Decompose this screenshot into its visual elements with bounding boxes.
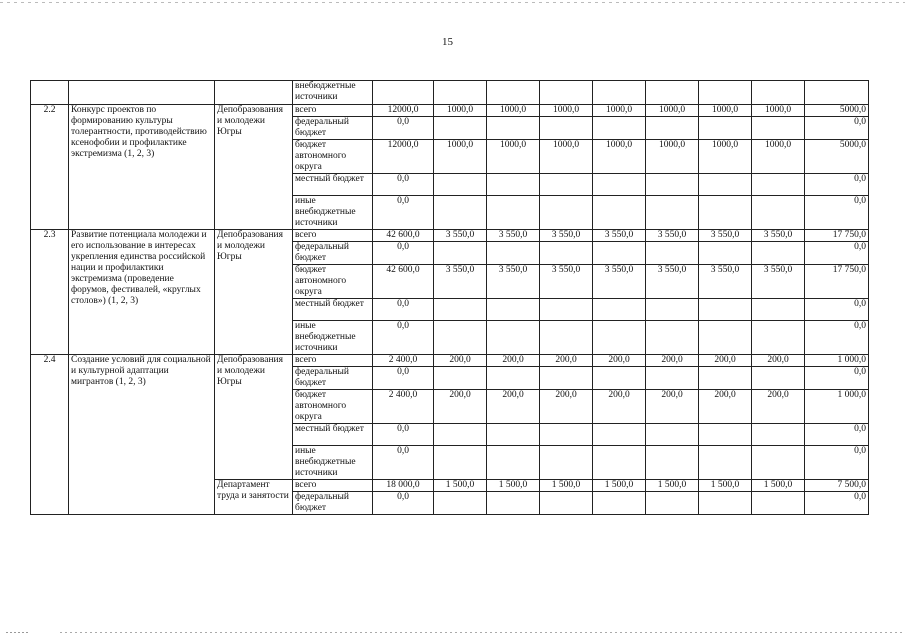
year-amount	[593, 424, 646, 446]
year-amount	[487, 299, 540, 321]
year-amount	[646, 117, 699, 140]
year-amount	[646, 424, 699, 446]
year-amount: 1 500,0	[752, 480, 805, 492]
period-amount: 1 000,0	[805, 390, 869, 424]
year-amount	[540, 424, 593, 446]
total-amount: 0,0	[373, 367, 434, 390]
year-amount	[487, 196, 540, 230]
year-amount	[699, 446, 752, 480]
year-amount	[487, 242, 540, 265]
total-amount: 2 400,0	[373, 390, 434, 424]
section-title: Конкурс проектов по формированию культуры толерантности, противодействию ксенофобии и профилактике экстремизма (1, 2, 3)	[69, 105, 215, 230]
year-amount: 1 500,0	[646, 480, 699, 492]
funding-source: всего	[293, 480, 373, 492]
year-amount	[699, 242, 752, 265]
year-amount	[699, 174, 752, 196]
period-amount: 0,0	[805, 299, 869, 321]
period-amount: 0,0	[805, 174, 869, 196]
table-cell	[593, 81, 646, 105]
section-title: Создание условий для социальной и культурной адаптации мигрантов (1, 2, 3)	[69, 355, 215, 515]
year-amount	[699, 321, 752, 355]
year-amount: 1000,0	[699, 140, 752, 174]
period-amount: 5000,0	[805, 140, 869, 174]
year-amount: 1000,0	[540, 140, 593, 174]
executor-name: Депобразования и молодежи Югры	[215, 105, 293, 230]
year-amount	[540, 299, 593, 321]
budget-table-body	[31, 81, 869, 515]
year-amount: 3 550,0	[487, 265, 540, 299]
year-amount	[593, 117, 646, 140]
year-amount: 200,0	[540, 355, 593, 367]
table-cell	[699, 81, 752, 105]
year-amount: 200,0	[487, 355, 540, 367]
year-amount	[593, 321, 646, 355]
year-amount: 3 550,0	[540, 265, 593, 299]
year-amount: 3 550,0	[540, 230, 593, 242]
total-amount: 12000,0	[373, 140, 434, 174]
year-amount: 200,0	[487, 390, 540, 424]
year-amount	[434, 424, 487, 446]
funding-source: бюджет автономного округа	[293, 140, 373, 174]
section-index: 2.2	[31, 105, 69, 230]
year-amount: 1 500,0	[540, 480, 593, 492]
year-amount: 1000,0	[487, 105, 540, 117]
total-amount: 0,0	[373, 424, 434, 446]
year-amount: 1000,0	[434, 140, 487, 174]
year-amount	[434, 196, 487, 230]
funding-source: бюджет автономного округа	[293, 265, 373, 299]
year-amount	[540, 117, 593, 140]
total-amount: 0,0	[373, 196, 434, 230]
total-amount: 12000,0	[373, 105, 434, 117]
table-row	[31, 105, 869, 117]
year-amount: 1 500,0	[593, 480, 646, 492]
year-amount: 200,0	[593, 390, 646, 424]
period-amount: 5000,0	[805, 105, 869, 117]
table-cell	[487, 81, 540, 105]
year-amount	[434, 492, 487, 515]
scan-artifact-bottom	[60, 632, 905, 633]
year-amount	[699, 492, 752, 515]
year-amount	[646, 299, 699, 321]
year-amount: 200,0	[646, 390, 699, 424]
year-amount: 3 550,0	[646, 265, 699, 299]
year-amount	[752, 117, 805, 140]
year-amount: 1000,0	[752, 105, 805, 117]
year-amount	[540, 196, 593, 230]
funding-source-cell: внебюджетные источники	[293, 81, 373, 105]
year-amount	[593, 299, 646, 321]
section-index: 2.3	[31, 230, 69, 355]
period-amount: 17 750,0	[805, 265, 869, 299]
table-cell	[69, 81, 215, 105]
year-amount	[487, 174, 540, 196]
year-amount: 200,0	[699, 390, 752, 424]
year-amount	[752, 242, 805, 265]
year-amount	[646, 446, 699, 480]
period-amount: 0,0	[805, 367, 869, 390]
executor-name: Депобразования и молодежи Югры	[215, 355, 293, 480]
year-amount	[487, 424, 540, 446]
period-amount: 0,0	[805, 424, 869, 446]
section-index: 2.4	[31, 355, 69, 515]
year-amount: 3 550,0	[434, 265, 487, 299]
year-amount	[593, 367, 646, 390]
year-amount	[593, 174, 646, 196]
year-amount: 3 550,0	[752, 265, 805, 299]
year-amount	[699, 196, 752, 230]
year-amount	[540, 174, 593, 196]
year-amount	[487, 321, 540, 355]
budget-table	[30, 80, 869, 515]
year-amount	[434, 367, 487, 390]
year-amount: 1 500,0	[487, 480, 540, 492]
year-amount	[593, 242, 646, 265]
funding-source: иные внебюджетные источники	[293, 446, 373, 480]
year-amount	[699, 424, 752, 446]
year-amount	[646, 321, 699, 355]
period-amount: 17 750,0	[805, 230, 869, 242]
year-amount: 3 550,0	[646, 230, 699, 242]
year-amount	[593, 196, 646, 230]
year-amount: 200,0	[540, 390, 593, 424]
year-amount	[540, 446, 593, 480]
year-amount	[434, 117, 487, 140]
year-amount: 3 550,0	[699, 230, 752, 242]
funding-source: всего	[293, 105, 373, 117]
funding-source: иные внебюджетные источники	[293, 196, 373, 230]
executor-name: Департамент труда и занятости	[215, 480, 293, 515]
year-amount: 1000,0	[752, 140, 805, 174]
year-amount: 3 550,0	[487, 230, 540, 242]
year-amount	[752, 299, 805, 321]
year-amount	[540, 242, 593, 265]
table-cell	[31, 81, 69, 105]
scan-artifact-top	[0, 2, 905, 3]
year-amount: 1 500,0	[699, 480, 752, 492]
year-amount: 3 550,0	[593, 265, 646, 299]
year-amount	[646, 367, 699, 390]
table-row	[31, 355, 869, 367]
total-amount: 0,0	[373, 117, 434, 140]
year-amount	[699, 117, 752, 140]
total-amount: 0,0	[373, 446, 434, 480]
period-amount: 0,0	[805, 492, 869, 515]
table-cell	[434, 81, 487, 105]
funding-source: местный бюджет	[293, 174, 373, 196]
total-amount: 42 600,0	[373, 230, 434, 242]
table-cell	[646, 81, 699, 105]
year-amount: 1000,0	[593, 140, 646, 174]
year-amount: 200,0	[752, 355, 805, 367]
year-amount	[752, 424, 805, 446]
scan-artifact-bottom-left	[6, 632, 30, 633]
funding-source: всего	[293, 230, 373, 242]
period-amount: 0,0	[805, 196, 869, 230]
total-amount: 0,0	[373, 299, 434, 321]
year-amount: 1000,0	[593, 105, 646, 117]
year-amount	[752, 367, 805, 390]
funding-source: федеральный бюджет	[293, 242, 373, 265]
year-amount: 3 550,0	[593, 230, 646, 242]
year-amount: 3 550,0	[699, 265, 752, 299]
year-amount	[434, 321, 487, 355]
year-amount	[646, 242, 699, 265]
year-amount	[540, 321, 593, 355]
table-cell	[752, 81, 805, 105]
total-amount: 2 400,0	[373, 355, 434, 367]
table-cell	[540, 81, 593, 105]
year-amount: 1000,0	[646, 105, 699, 117]
year-amount	[434, 174, 487, 196]
total-amount: 0,0	[373, 492, 434, 515]
total-amount: 42 600,0	[373, 265, 434, 299]
funding-source: федеральный бюджет	[293, 117, 373, 140]
section-title: Развитие потенциала молодежи и его использование в интересах укрепления единства российской нации и профилактики экстремизма (проведение форумов, фестивалей, «круглых столов») (1, 2, 3)	[69, 230, 215, 355]
year-amount: 1000,0	[434, 105, 487, 117]
funding-source: иные внебюджетные источники	[293, 321, 373, 355]
page-number: 15	[442, 36, 453, 48]
year-amount	[646, 174, 699, 196]
year-amount	[593, 492, 646, 515]
funding-source: местный бюджет	[293, 424, 373, 446]
period-amount: 0,0	[805, 446, 869, 480]
total-amount: 18 000,0	[373, 480, 434, 492]
table-cell	[805, 81, 869, 105]
year-amount: 1 500,0	[434, 480, 487, 492]
funding-source: федеральный бюджет	[293, 492, 373, 515]
year-amount	[752, 446, 805, 480]
year-amount: 1000,0	[646, 140, 699, 174]
executor-name: Депобразования и молодежи Югры	[215, 230, 293, 355]
year-amount	[434, 242, 487, 265]
year-amount	[487, 492, 540, 515]
year-amount	[434, 446, 487, 480]
table-cell	[373, 81, 434, 105]
year-amount: 3 550,0	[434, 230, 487, 242]
year-amount	[752, 321, 805, 355]
funding-source: федеральный бюджет	[293, 367, 373, 390]
period-amount: 0,0	[805, 117, 869, 140]
period-amount: 0,0	[805, 242, 869, 265]
year-amount: 200,0	[646, 355, 699, 367]
total-amount: 0,0	[373, 242, 434, 265]
year-amount	[487, 367, 540, 390]
year-amount	[540, 492, 593, 515]
year-amount	[699, 299, 752, 321]
funding-source: всего	[293, 355, 373, 367]
year-amount	[487, 117, 540, 140]
year-amount	[646, 196, 699, 230]
year-amount: 200,0	[434, 355, 487, 367]
year-amount: 3 550,0	[752, 230, 805, 242]
table-cell	[215, 81, 293, 105]
year-amount: 200,0	[699, 355, 752, 367]
table-row	[31, 230, 869, 242]
year-amount: 1000,0	[699, 105, 752, 117]
funding-source: местный бюджет	[293, 299, 373, 321]
year-amount	[646, 492, 699, 515]
total-amount: 0,0	[373, 321, 434, 355]
year-amount	[593, 446, 646, 480]
year-amount: 1000,0	[540, 105, 593, 117]
year-amount	[752, 492, 805, 515]
year-amount	[752, 196, 805, 230]
year-amount: 200,0	[752, 390, 805, 424]
period-amount: 0,0	[805, 321, 869, 355]
year-amount	[752, 174, 805, 196]
year-amount: 1000,0	[487, 140, 540, 174]
year-amount: 200,0	[434, 390, 487, 424]
table-row-header-carryover	[31, 81, 869, 105]
year-amount	[487, 446, 540, 480]
year-amount	[434, 299, 487, 321]
funding-source: бюджет автономного округа	[293, 390, 373, 424]
period-amount: 7 500,0	[805, 480, 869, 492]
total-amount: 0,0	[373, 174, 434, 196]
year-amount	[699, 367, 752, 390]
year-amount: 200,0	[593, 355, 646, 367]
period-amount: 1 000,0	[805, 355, 869, 367]
year-amount	[540, 367, 593, 390]
